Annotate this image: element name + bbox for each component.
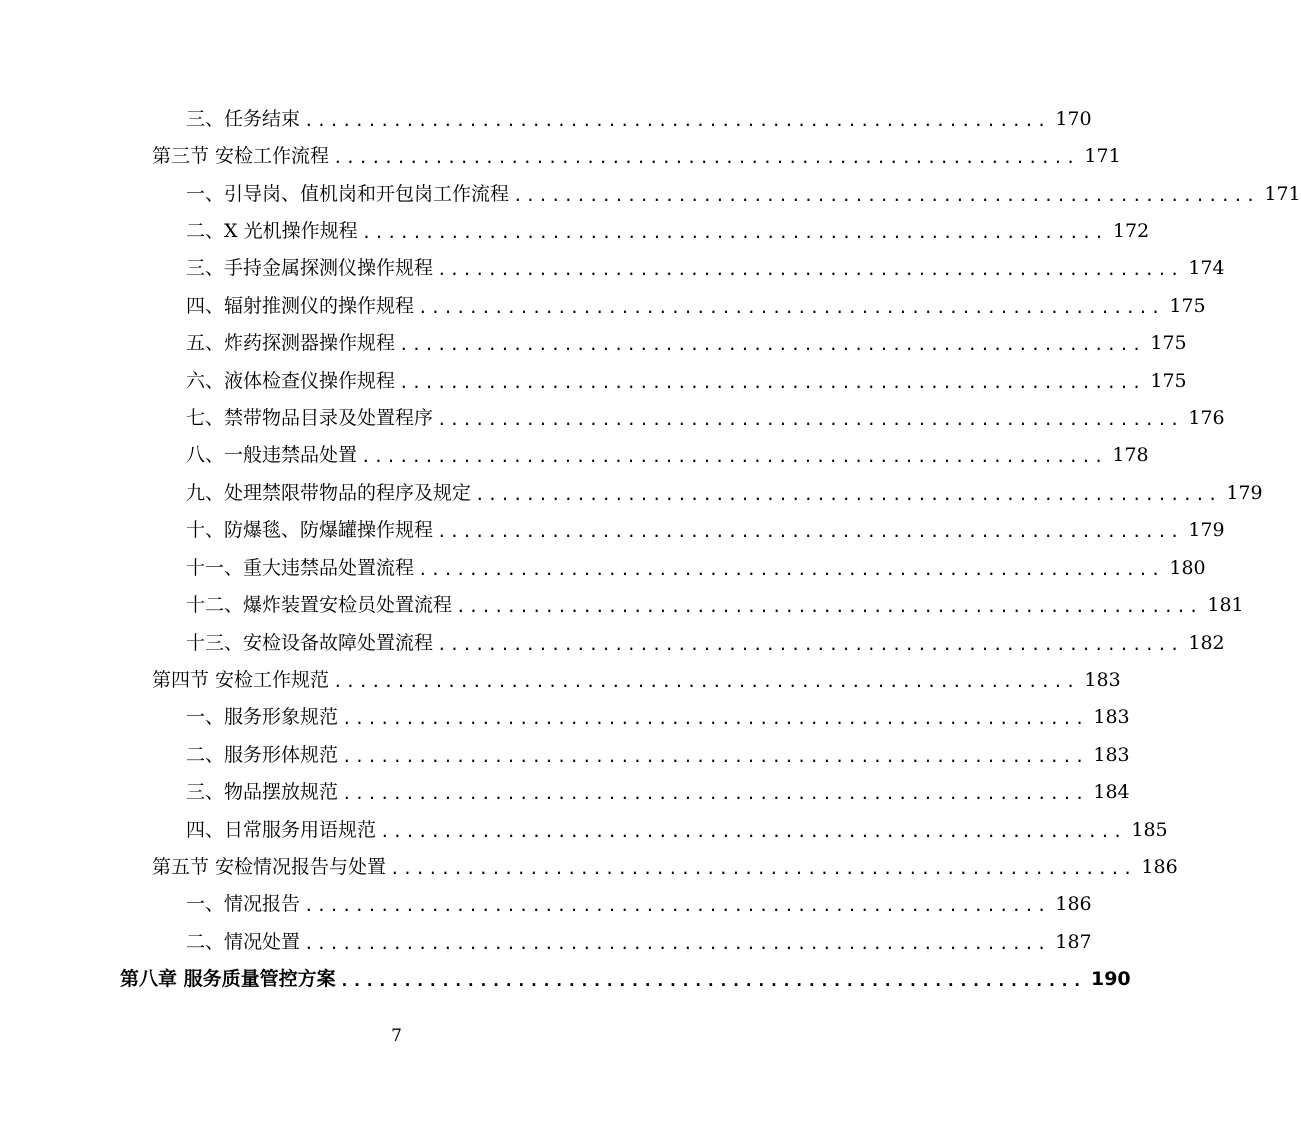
toc-entry-title: 三、物品摆放规范	[186, 781, 339, 803]
toc-entry-title: 八、一般违禁品处置	[186, 444, 358, 466]
toc-dot-leader: ...........................................................	[304, 896, 1050, 915]
toc-dot-leader: ...........................................................	[437, 635, 1183, 654]
toc-entry-page: 182	[1188, 632, 1225, 654]
toc-dot-leader: ...........................................................	[513, 186, 1259, 205]
toc-entry-title: 二、情况处置	[186, 931, 301, 953]
toc-entry-page: 183	[1084, 669, 1121, 691]
toc-entry-page: 186	[1141, 856, 1178, 878]
toc-dot-leader: ...........................................................	[304, 111, 1050, 130]
toc-dot-leader: ...........................................................	[380, 822, 1126, 841]
toc-entry-title: 九、处理禁限带物品的程序及规定	[186, 482, 472, 504]
toc-entry-page: 172	[1112, 220, 1150, 242]
toc-dot-leader: ...........................................................	[342, 784, 1088, 803]
toc-entry[interactable]	[186, 366, 1187, 396]
toc-entry-title: 第八章 服务质量管控方案	[120, 968, 336, 990]
toc-entry-title: 十、防爆毯、防爆罐操作规程	[186, 519, 434, 541]
toc-entry-page: 174	[1188, 257, 1225, 279]
toc-dot-leader: ...........................................................	[304, 934, 1050, 953]
toc-entry[interactable]	[186, 553, 1206, 583]
toc-entry-title: 二、服务形体规范	[186, 744, 339, 766]
toc-entry[interactable]	[186, 328, 1187, 358]
toc-entry[interactable]	[186, 216, 1150, 246]
toc-dot-leader: ...........................................................	[390, 859, 1136, 878]
toc-entry[interactable]	[186, 478, 1263, 508]
toc-entry[interactable]	[186, 590, 1244, 620]
toc-dot-leader: ...........................................................	[342, 747, 1088, 766]
toc-dot-leader: ...........................................................	[437, 260, 1183, 279]
toc-entry-page: 179	[1188, 519, 1225, 541]
toc-entry-page: 186	[1055, 893, 1092, 915]
toc-entry[interactable]	[120, 964, 1131, 994]
toc-entry-title: 六、液体检查仪操作规程	[186, 370, 396, 392]
toc-dot-leader: ...........................................................	[361, 447, 1107, 466]
toc-dot-leader: ...........................................................	[437, 522, 1183, 541]
toc-entry-title: 二、X 光机操作规程	[186, 220, 358, 242]
toc-dot-leader: ...........................................................	[339, 971, 1085, 990]
toc-entry-page: 176	[1188, 407, 1225, 429]
toc-dot-leader: ...........................................................	[361, 223, 1107, 242]
toc-dot-leader: ...........................................................	[333, 148, 1079, 167]
toc-entry-page: 171	[1084, 145, 1121, 167]
toc-entry-page: 184	[1093, 781, 1130, 803]
toc-dot-leader: ...........................................................	[437, 410, 1183, 429]
toc-entry[interactable]	[186, 515, 1225, 545]
toc-entry-title: 一、服务形象规范	[186, 706, 339, 728]
toc-entry[interactable]	[186, 777, 1130, 807]
toc-dot-leader: ...........................................................	[399, 373, 1145, 392]
toc-entry-page: 180	[1169, 557, 1206, 579]
toc-entry[interactable]	[186, 291, 1206, 321]
toc-entry-page: 190	[1090, 968, 1131, 990]
toc-entry[interactable]	[186, 179, 1301, 209]
toc-entry[interactable]	[186, 815, 1168, 845]
toc-entry[interactable]	[152, 141, 1121, 171]
toc-entry-page: 187	[1055, 931, 1092, 953]
toc-entry-title: 四、辐射推测仪的操作规程	[186, 295, 415, 317]
toc-entry-page: 171	[1264, 183, 1301, 205]
toc-entry[interactable]	[186, 927, 1092, 957]
toc-entry-title: 四、日常服务用语规范	[186, 819, 377, 841]
toc-entry-page: 178	[1112, 444, 1149, 466]
toc-entry-page: 170	[1055, 108, 1092, 130]
toc-entry-page: 185	[1131, 819, 1168, 841]
toc-entry-page: 183	[1093, 706, 1130, 728]
toc-entry-title: 十二、爆炸装置安检员处置流程	[186, 594, 453, 616]
toc-entry[interactable]	[186, 740, 1130, 770]
toc-dot-leader: ...........................................................	[399, 335, 1145, 354]
toc-entry-page: 175	[1150, 332, 1187, 354]
toc-dot-leader: ...........................................................	[418, 298, 1164, 317]
toc-dot-leader: ...........................................................	[418, 560, 1164, 579]
toc-entry[interactable]	[186, 702, 1130, 732]
toc-entry-title: 三、手持金属探测仪操作规程	[186, 257, 434, 279]
toc-entry-title: 第四节 安检工作规范	[152, 669, 330, 691]
toc-entry-page: 181	[1207, 594, 1244, 616]
toc-dot-leader: ...........................................................	[475, 485, 1221, 504]
toc-entry-title: 一、情况报告	[186, 893, 301, 915]
toc-entry-page: 175	[1150, 370, 1187, 392]
toc-entry-title: 十三、安检设备故障处置流程	[186, 632, 434, 654]
toc-dot-leader: ...........................................................	[333, 672, 1079, 691]
toc-entry[interactable]	[186, 628, 1225, 658]
toc-entry-page: 179	[1226, 482, 1263, 504]
toc-dot-leader: ...........................................................	[456, 597, 1202, 616]
toc-entry-title: 五、炸药探测器操作规程	[186, 332, 396, 354]
toc-entry-title: 一、引导岗、值机岗和开包岗工作流程	[186, 183, 510, 205]
toc-entry-title: 三、任务结束	[186, 108, 301, 130]
toc-entry[interactable]	[186, 889, 1092, 919]
toc-entry[interactable]	[152, 852, 1178, 882]
toc-entry[interactable]	[186, 104, 1092, 134]
page-number: 7	[391, 1026, 402, 1046]
toc-entry-title: 十一、重大违禁品处置流程	[186, 557, 415, 579]
toc-entry[interactable]	[186, 440, 1149, 470]
toc-entry-title: 第三节 安检工作流程	[152, 145, 330, 167]
toc-entry[interactable]	[152, 665, 1121, 695]
toc-dot-leader: ...........................................................	[342, 709, 1088, 728]
toc-entry[interactable]	[186, 253, 1225, 283]
toc-entry-page: 175	[1169, 295, 1206, 317]
toc-entry-title: 七、禁带物品目录及处置程序	[186, 407, 434, 429]
toc-entry[interactable]	[186, 403, 1225, 433]
toc-entry-title: 第五节 安检情况报告与处置	[152, 856, 387, 878]
toc-entry-page: 183	[1093, 744, 1130, 766]
